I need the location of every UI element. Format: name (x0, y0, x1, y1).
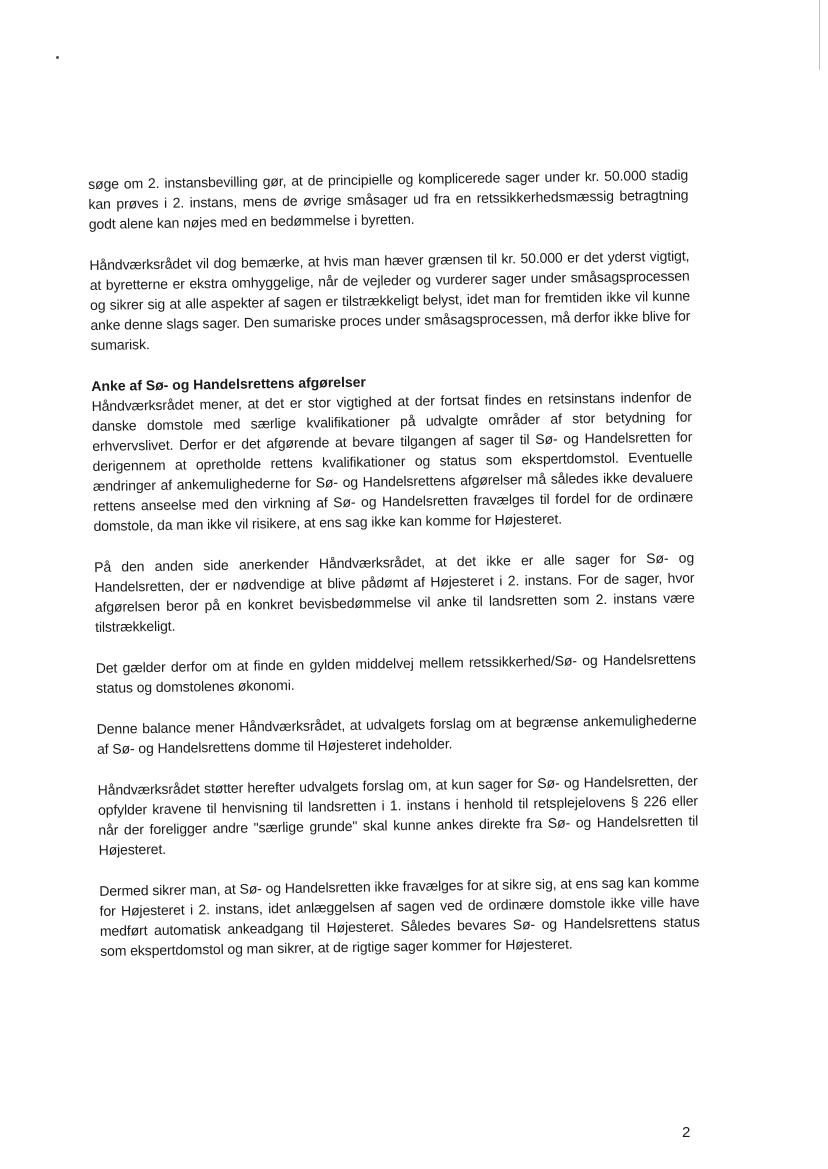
paragraph: Denne balance mener Håndværksrådet, at udvalgets forslag om at begrænse ankemulighederne af Sø- og Handelsrettens domme til Højesteret indeholder. (96, 711, 697, 757)
paragraph: Det gælder derfor om at finde en gylden middelvej mellem retssikkerhed/Sø- og Handelsrettens status og domstolenes økonomi. (95, 650, 696, 696)
paragraph: Håndværksrådet mener, at det er stor vigtighed at der fortsat findes en retsinstans indenfor de danske domstole med særlige kvalifikationer på udvalgte områder af stor betydning for erhvervslivet. Derfor er det afgørende at bevare tilgangen af sager til Sø- og Handelsretten for derigennem at opretholde rettens kvalifikationer og status som ekspertdomstol. Eventuelle ændringer af ankemulighederne for Sø- og Handelsrettens afgørelser må således ikke devaluere rettens anseelse med den virkning af Sø- og Handelsretten fravælges til fordel for de ordinære domstole, da man ikke vil risikere, at ens sag ikke kan komme for Højesteret. (91, 388, 694, 534)
scan-page-edge (819, 0, 820, 70)
paragraph: Håndværksrådet støtter herefter udvalgets forslag om, at kun sager for Sø- og Handelsretten, der opfylder kravene til henvisning til landsretten i 1. instans i henhold til retsplejelovens § 226 eller når der foreligger andre "særlige grunde" skal kunne ankes direkte fra Sø- og Handelsretten til Højesteret. (97, 772, 699, 858)
section-heading: Anke af Sø- og Handelsrettens afgørelser (91, 373, 367, 394)
paragraph: På den anden side anerkender Håndværksrådet, at det ikke er alle sager for Sø- og Handelsretten, der er nødvendige at blive pådømt af Højesteret i 2. instans. For de sager, hvor afgørelsen beror på en konkret bevisbedømmelse vil anke til landsretten som 2. instans være tilstrækkeligt. (94, 549, 695, 635)
paragraph: Dermed sikrer man, at Sø- og Handelsretten ikke fravælges for at sikre sig, at ens sag kan komme for Højesteret i 2. instans, idet anlæggelsen af sagen ved de ordinære domstole ikke ville have medført automatisk ankeadgang til Højesteret. Således bevares Sø- og Handelsrettens status som ekspertdomstol og man sikrer, at de rigtige sager kommer for Højesteret. (99, 873, 700, 959)
paragraph: Håndværksrådet vil dog bemærke, at hvis man hæver grænsen til kr. 50.000 er det yderst vigtigt, at byretterne er ekstra omhyggelige, når de vejleder og vurderer sager under småsagsprocessen og sikrer sig at alle aspekter af sagen er tilstrækkeligt belyst, idet man for fremtiden ikke vil kunne anke denne slags sager. Den sumariske proces under småsagsprocessen, må derfor ikke blive for sumarisk. (89, 247, 691, 353)
paragraph: søge om 2. instansbevilling gør, at de principielle og komplicerede sager under kr. 50.000 stadig kan prøves i 2. instans, mens de øvrige småsager ud fra en retssikkerhedsmæssig betragtning godt alene kan nøjes med en bedømmelse i byretten. (88, 166, 689, 232)
scan-speck (56, 56, 59, 59)
page-number: 2 (682, 1124, 691, 1141)
document-body (88, 165, 701, 982)
